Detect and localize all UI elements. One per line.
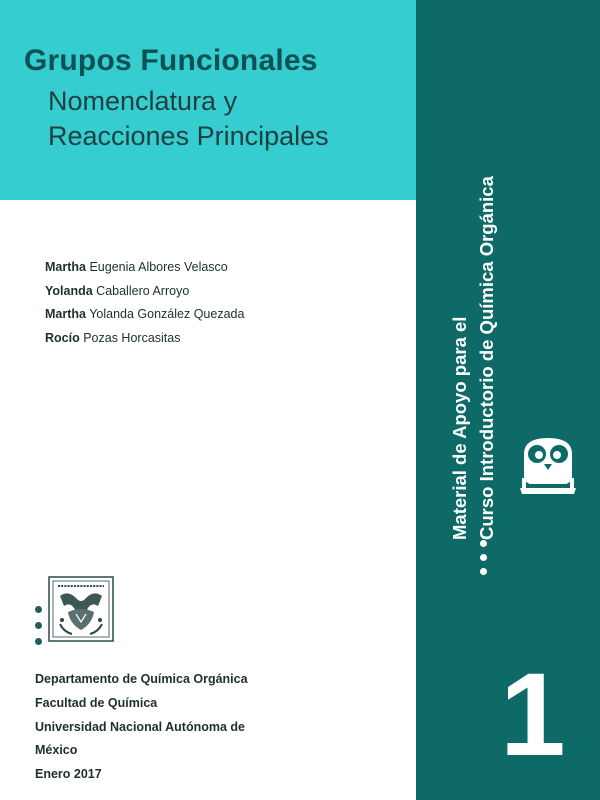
cover-subtitle-line-1: Nomenclatura y [48, 86, 238, 116]
university-name-line-1: Universidad Nacional Autónoma de [35, 719, 245, 734]
author-first-name: Martha [45, 307, 86, 321]
cover-subtitle-line-2: Reacciones Principales [48, 121, 329, 151]
author-item [45, 303, 244, 327]
cover-title: Grupos Funcionales [24, 44, 318, 77]
faculty-name: Facultad de Química [35, 695, 158, 710]
institution-block [35, 668, 248, 787]
author-surnames: Pozas Horcasitas [79, 330, 181, 345]
left-dots-decoration [35, 606, 43, 646]
series-title [446, 70, 506, 540]
author-surnames: Eugenia Albores Velasco [85, 260, 228, 274]
author-item [45, 327, 244, 351]
author-surnames: Yolanda González Quezada [85, 307, 245, 321]
author-item [45, 280, 244, 304]
author-first-name: Rocío [45, 330, 80, 345]
side-panel [416, 0, 600, 800]
department-name: Departamento de Química Orgánica [35, 672, 248, 686]
header-band [0, 0, 416, 200]
unam-seal-icon [48, 576, 114, 642]
author-item [45, 256, 244, 280]
university-name-line-2: México [35, 743, 78, 758]
series-title-line-2: Curso Introductorio de Química Orgánica [476, 176, 497, 540]
volume-number: 1 [500, 649, 566, 781]
series-title-line-1: Material de Apoyo para el [449, 316, 470, 540]
author-list [45, 256, 244, 350]
cover-subtitle [48, 84, 329, 154]
author-surnames: Caballero Arroyo [92, 283, 190, 298]
author-first-name: Yolanda [45, 283, 93, 298]
owl-icon [516, 432, 580, 500]
publication-date: Enero 2017 [35, 767, 102, 782]
author-first-name: Martha [45, 260, 86, 274]
side-dots-decoration [480, 540, 490, 580]
